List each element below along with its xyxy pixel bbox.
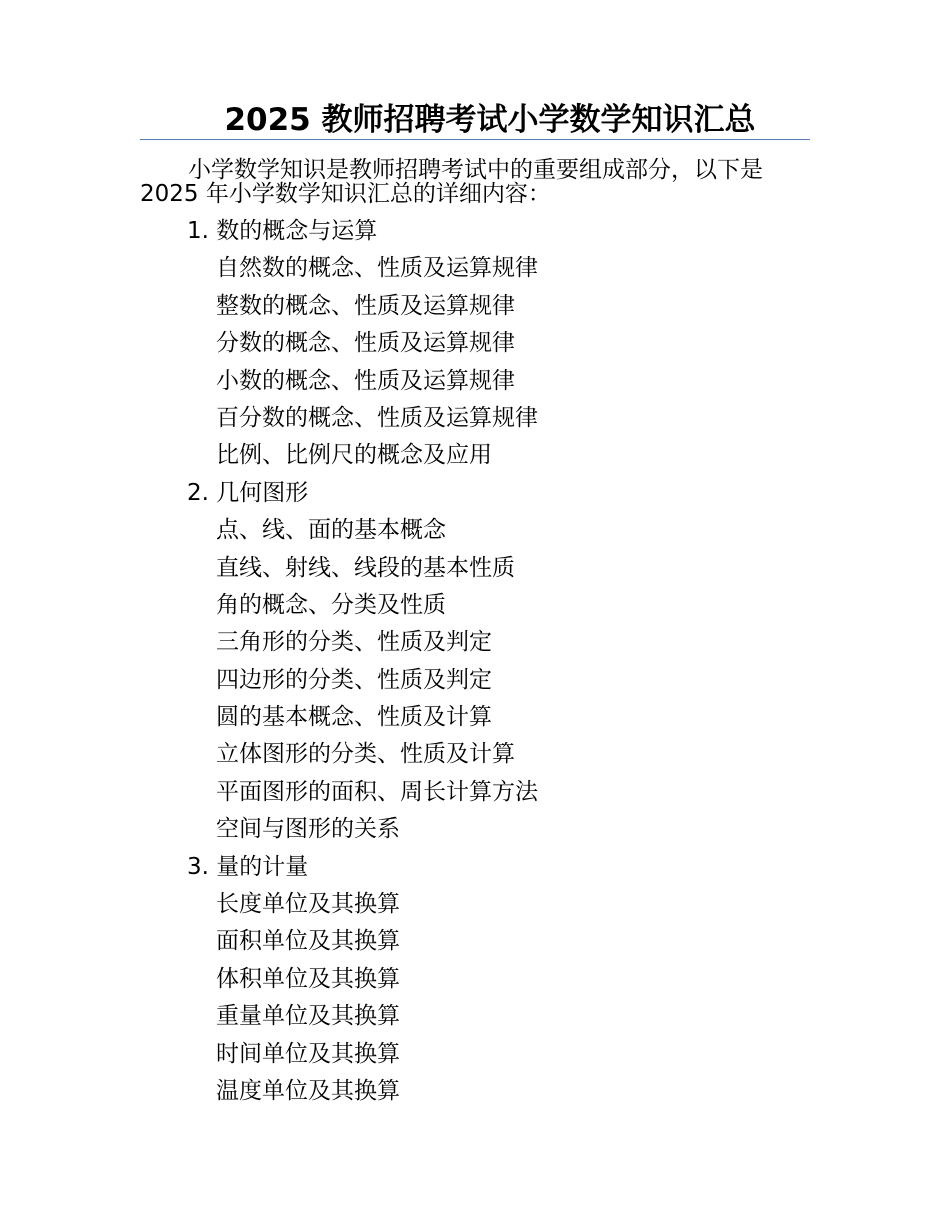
list-item: 面积单位及其换算 <box>216 928 400 955</box>
list-item: 四边形的分类、性质及判定 <box>216 666 492 693</box>
section-heading: 1. 数的概念与运算 <box>187 218 378 244</box>
list-item: 直线、射线、线段的基本性质 <box>216 554 515 581</box>
list-item: 圆的基本概念、性质及计算 <box>216 704 492 731</box>
list-item: 温度单位及其换算 <box>216 1077 400 1104</box>
document-title: 2025 教师招聘考试小学数学知识汇总 <box>224 102 756 138</box>
list-item: 角的概念、分类及性质 <box>216 591 446 618</box>
intro-line-1: 小学数学知识是教师招聘考试中的重要组成部分，以下是 <box>188 157 763 183</box>
list-item: 整数的概念、性质及运算规律 <box>216 292 515 319</box>
intro-line-2: 2025 年小学数学知识汇总的详细内容： <box>140 181 551 207</box>
list-item: 立体图形的分类、性质及计算 <box>216 741 515 768</box>
title-underline <box>140 139 810 140</box>
list-item: 体积单位及其换算 <box>216 965 400 992</box>
list-item: 小数的概念、性质及运算规律 <box>216 367 515 394</box>
list-item: 重量单位及其换算 <box>216 1003 400 1030</box>
knowledge-outline <box>0 213 950 1110</box>
list-item: 时间单位及其换算 <box>216 1040 400 1067</box>
list-item: 比例、比例尺的概念及应用 <box>216 442 492 469</box>
intro-paragraph <box>140 158 812 206</box>
list-item: 点、线、面的基本概念 <box>216 517 446 544</box>
section-heading: 3. 量的计量 <box>187 853 309 880</box>
list-item: 三角形的分类、性质及判定 <box>216 629 492 656</box>
list-item: 长度单位及其换算 <box>216 891 400 918</box>
list-item: 平面图形的面积、周长计算方法 <box>216 778 538 805</box>
list-item: 分数的概念、性质及运算规律 <box>216 330 515 357</box>
list-item: 空间与图形的关系 <box>216 816 400 843</box>
list-item: 自然数的概念、性质及运算规律 <box>216 255 538 282</box>
list-item: 百分数的概念、性质及运算规律 <box>216 404 538 431</box>
section-heading: 2. 几何图形 <box>187 479 309 506</box>
